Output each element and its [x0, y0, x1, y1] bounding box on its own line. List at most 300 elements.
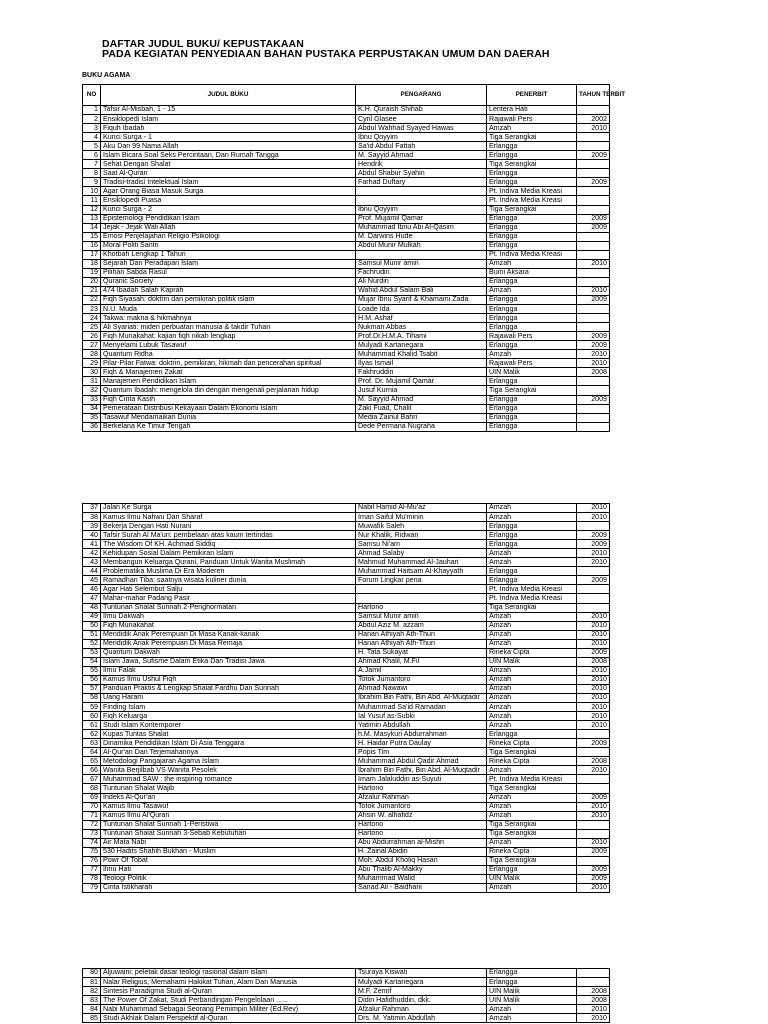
column-header-pengarang: PENGARANG — [356, 85, 487, 106]
publication-year: 2010 — [577, 802, 610, 811]
publisher: Rajawali Pers — [487, 332, 577, 341]
author: Abu Abdurrahman al-Mishri — [356, 838, 487, 847]
author: Samsu Ni'am — [356, 540, 487, 549]
row-number: 33 — [83, 395, 101, 404]
publisher: Erlangga — [487, 314, 577, 323]
author: A.Jamil — [356, 666, 487, 675]
publication-year — [577, 730, 610, 739]
table-row — [83, 259, 610, 268]
author — [356, 585, 487, 594]
book-title: Menyelami Lubuk Tasawuf — [101, 341, 356, 350]
publisher: Amzah — [487, 549, 577, 558]
publication-year — [577, 106, 610, 115]
author: Drs. M. Yatimin Abdullah — [356, 1014, 487, 1023]
row-number: 62 — [83, 730, 101, 739]
publication-year: 2010 — [577, 703, 610, 712]
publisher: Amzah — [487, 630, 577, 639]
book-title: Ensiklopedi Islam — [101, 115, 356, 124]
book-title: Panduan Praktis & Lengkap Shalat Fardhu Dan Sunnah — [101, 684, 356, 693]
publication-year: 2009 — [577, 395, 610, 404]
book-table-part-2 — [82, 503, 610, 893]
table-row — [83, 684, 610, 693]
book-title: Uang Haram — [101, 693, 356, 702]
row-number: 78 — [83, 874, 101, 883]
publisher: Pt. Indiva Media Kreasi — [487, 594, 577, 603]
book-title: Fiqh Siyasah: doktrin dan pemikiran politik islam — [101, 295, 356, 304]
table-row — [83, 775, 610, 784]
book-title: Air Mata Nabi — [101, 838, 356, 847]
publisher: Amzah — [487, 693, 577, 702]
book-title: Ilmu Dakwah — [101, 612, 356, 621]
table-row — [83, 639, 610, 648]
table-row — [83, 1014, 610, 1023]
row-number: 2 — [83, 115, 101, 124]
publication-year: 2010 — [577, 513, 610, 522]
book-title: Tuntunan Shalat Sunnah 1-Peristiwa — [101, 820, 356, 829]
row-number: 65 — [83, 757, 101, 766]
publisher: Amzah — [487, 721, 577, 730]
table-row — [83, 250, 610, 259]
book-title: Tafsir Al-Misbah, 1 - 15 — [101, 106, 356, 115]
table-row — [83, 504, 610, 513]
table-row — [83, 377, 610, 386]
book-title: Pilar-Pilar Fatwa: doktrin, pemikiran, hikmah dan pencerahan spiritual — [101, 359, 356, 368]
author: Fachrudin — [356, 268, 487, 277]
publication-year — [577, 250, 610, 259]
table-row — [83, 196, 610, 205]
table-row — [83, 268, 610, 277]
book-title: Fiqh & Manajemen Zakat — [101, 368, 356, 377]
row-number: 20 — [83, 277, 101, 286]
publisher: Amzah — [487, 802, 577, 811]
publication-year: 2010 — [577, 883, 610, 892]
publication-year: 2009 — [577, 223, 610, 232]
publisher: Erlangga — [487, 969, 577, 978]
book-title: Teologi Politik — [101, 874, 356, 883]
publication-year: 2009 — [577, 332, 610, 341]
column-header-no: NO — [83, 85, 101, 106]
row-number: 73 — [83, 829, 101, 838]
author: Muwafik Saleh — [356, 522, 487, 531]
publication-year: 2009 — [577, 739, 610, 748]
publication-year: 2010 — [577, 286, 610, 295]
publisher: Amzah — [487, 1014, 577, 1023]
book-title: Fiqh Munakahat — [101, 621, 356, 630]
row-number: 85 — [83, 1014, 101, 1023]
author: Ibrahim Bin Fathi, Bin Abd. Al-Muqtadir — [356, 766, 487, 775]
author: Mulyadi Kartanegara — [356, 341, 487, 350]
publication-year: 2009 — [577, 295, 610, 304]
row-number: 39 — [83, 522, 101, 531]
row-number: 63 — [83, 739, 101, 748]
publisher: Rajawali Pers — [487, 115, 577, 124]
table-row — [83, 531, 610, 540]
publisher: Amzah — [487, 350, 577, 359]
row-number: 17 — [83, 250, 101, 259]
book-title: Saat Al-Quran — [101, 169, 356, 178]
publisher: Amzah — [487, 766, 577, 775]
table-row — [83, 883, 610, 892]
author: Muhammad Abdul Qadir Ahmad — [356, 757, 487, 766]
book-title: Kunci Surga - 1 — [101, 133, 356, 142]
author: Afzalur Rahman — [356, 1005, 487, 1014]
book-title: Quantum Dakwah — [101, 648, 356, 657]
column-header-penerbit: PENERBIT — [487, 85, 577, 106]
publisher: Amzah — [487, 675, 577, 684]
publisher: Tiga Serangkai — [487, 205, 577, 214]
row-number: 61 — [83, 721, 101, 730]
book-title: Manajemen Pendidikan Islam — [101, 377, 356, 386]
publication-year: 2010 — [577, 666, 610, 675]
author: Hanan Athiyah Ath-Thuri — [356, 639, 487, 648]
author: Nur Khalik, Ridwan — [356, 531, 487, 540]
book-title: Aljuwaini: peletak dasar teologi rasional dalam islam — [101, 969, 356, 978]
book-title: Epistemologi Pendidikan Islam — [101, 214, 356, 223]
publisher: UIN Malik — [487, 996, 577, 1005]
row-number: 27 — [83, 341, 101, 350]
row-number: 57 — [83, 684, 101, 693]
publication-year: 2009 — [577, 151, 610, 160]
author: Prof.Dr.H.M.A. Tihami — [356, 332, 487, 341]
table-row — [83, 594, 610, 603]
row-number: 53 — [83, 648, 101, 657]
row-number: 34 — [83, 404, 101, 413]
row-number: 69 — [83, 793, 101, 802]
book-title: Kamus Ilmu Al'Quran — [101, 811, 356, 820]
publication-year: 2009 — [577, 531, 610, 540]
table-row — [83, 811, 610, 820]
author: Abdul Shabur Syahin — [356, 169, 487, 178]
publication-year — [577, 241, 610, 250]
publication-year — [577, 422, 610, 431]
table-row — [83, 295, 610, 304]
table-row — [83, 1005, 610, 1014]
table-row — [83, 422, 610, 431]
publisher: Erlangga — [487, 223, 577, 232]
publication-year: 2010 — [577, 712, 610, 721]
row-number: 29 — [83, 359, 101, 368]
book-title: The Wisdom Of KH. Achmad Siddiq — [101, 540, 356, 549]
row-number: 12 — [83, 205, 101, 214]
row-number: 14 — [83, 223, 101, 232]
author: Zaki Fuad, Chalil — [356, 404, 487, 413]
publication-year — [577, 377, 610, 386]
author: Nabil Hamid Al-Mu'az — [356, 504, 487, 513]
book-title: Kamus Ilmu Tasawuf — [101, 802, 356, 811]
row-number: 9 — [83, 178, 101, 187]
publication-year: 2010 — [577, 124, 610, 133]
publication-year: 2009 — [577, 847, 610, 856]
column-header-tahun: TAHUN TERBIT — [577, 85, 610, 106]
author: M. Sayyid Ahmad — [356, 395, 487, 404]
author — [356, 196, 487, 205]
publication-year: 2008 — [577, 987, 610, 996]
publication-year: 2010 — [577, 838, 610, 847]
publication-year — [577, 969, 610, 978]
table-row — [83, 969, 610, 978]
author: Ibnu Qoyyim — [356, 133, 487, 142]
table-row — [83, 522, 610, 531]
book-title: Ali Syariati: mideri perbuatan manusia & takdir Tuhan — [101, 323, 356, 332]
table-row — [83, 675, 610, 684]
publication-year: 2009 — [577, 178, 610, 187]
table-row — [83, 151, 610, 160]
book-title: 530 Hadits Shahih Bukhari - Muslim — [101, 847, 356, 856]
author: Hartono — [356, 829, 487, 838]
row-number: 15 — [83, 232, 101, 241]
publisher: Amzah — [487, 259, 577, 268]
book-title: Tuntunan Shalat Sunnah 3-Sebab Kebutuhan — [101, 829, 356, 838]
book-title: Agar Orang Biasa Masuk Surga — [101, 187, 356, 196]
publication-year: 2010 — [577, 259, 610, 268]
publisher: Bumi Aksara — [487, 268, 577, 277]
publisher: Amzah — [487, 684, 577, 693]
author: Ial Yusuf as-Subki — [356, 712, 487, 721]
book-title: Jalan Ke Surga — [101, 504, 356, 513]
publisher: Erlangga — [487, 305, 577, 314]
publisher: Amzah — [487, 639, 577, 648]
author: H. Zainal Abidin — [356, 847, 487, 856]
book-title: Indeks Al-Qur'an — [101, 793, 356, 802]
row-number: 68 — [83, 784, 101, 793]
publisher: Pt. Indiva Media Kreasi — [487, 585, 577, 594]
row-number: 74 — [83, 838, 101, 847]
author: Moh. Abdul Kholiq Hasan — [356, 856, 487, 865]
author: Tsuraya Kiswati — [356, 969, 487, 978]
book-title: Mendidik Anak Perempuan Di Masa Kanak-kanak — [101, 630, 356, 639]
page-title: DAFTAR JUDUL BUKU/ KEPUSTAKAAN — [102, 38, 304, 50]
table-row — [83, 133, 610, 142]
publication-year: 2009 — [577, 576, 610, 585]
book-title: Sejarah Dan Peradapan Islam — [101, 259, 356, 268]
publication-year — [577, 594, 610, 603]
row-number: 72 — [83, 820, 101, 829]
publisher: Tiga Serangkai — [487, 784, 577, 793]
row-number: 56 — [83, 675, 101, 684]
publisher: Tiga Serangkai — [487, 748, 577, 757]
row-number: 37 — [83, 504, 101, 513]
author: Abdul Munir Mulkah — [356, 241, 487, 250]
book-title: Metodologi Pangajaran Agama Islam — [101, 757, 356, 766]
table-row — [83, 748, 610, 757]
row-number: 79 — [83, 883, 101, 892]
author: Ahmad Salaby — [356, 549, 487, 558]
row-number: 10 — [83, 187, 101, 196]
table-row — [83, 766, 610, 775]
author: Mahmud Muhammad Al-Jauhari — [356, 558, 487, 567]
publisher: Erlangga — [487, 232, 577, 241]
publication-year — [577, 196, 610, 205]
publication-year — [577, 268, 610, 277]
book-title: Islam Bicara Soal Seks Percintaan, Dan Rumah Tangga — [101, 151, 356, 160]
publisher: Amzah — [487, 838, 577, 847]
book-title: Studi Akhlak Dalam Perspektif al-Quran — [101, 1014, 356, 1023]
author: Didin Hafidhuddin, dkk. — [356, 996, 487, 1005]
publisher: Erlangga — [487, 377, 577, 386]
publisher: Erlangga — [487, 576, 577, 585]
row-number: 7 — [83, 160, 101, 169]
table-header-row — [83, 85, 610, 106]
author: H. Tata Sukayat — [356, 648, 487, 657]
book-title: Tafsir Surah Al Ma'un: pembelaan atas kaum tertindas — [101, 531, 356, 540]
table-row — [83, 567, 610, 576]
table-row — [83, 712, 610, 721]
table-row — [83, 757, 610, 766]
table-row — [83, 793, 610, 802]
publisher: Erlangga — [487, 169, 577, 178]
publication-year: 2010 — [577, 693, 610, 702]
publisher: Erlangga — [487, 978, 577, 987]
book-title: Fiqh Keluarga — [101, 712, 356, 721]
row-number: 45 — [83, 576, 101, 585]
table-row — [83, 115, 610, 124]
table-row — [83, 142, 610, 151]
publisher: Erlangga — [487, 413, 577, 422]
publisher: Erlangga — [487, 277, 577, 286]
author: Dede Permana Nugraha — [356, 422, 487, 431]
table-row — [83, 160, 610, 169]
section-heading: BUKU AGAMA — [82, 72, 131, 79]
row-number: 70 — [83, 802, 101, 811]
author: M.F. Zenrif — [356, 987, 487, 996]
publisher: Erlangga — [487, 567, 577, 576]
book-title: Kunci Surga - 2 — [101, 205, 356, 214]
publication-year — [577, 522, 610, 531]
book-title: Islam Jawa, Sufisme Dalam Etika Dan Tradisi Jawa — [101, 657, 356, 666]
publisher: Tiga Serangkai — [487, 160, 577, 169]
publication-year — [577, 829, 610, 838]
book-title: Kamus Ilmu Ushul Fiqh — [101, 675, 356, 684]
publication-year: 2010 — [577, 1005, 610, 1014]
publication-year: 2010 — [577, 639, 610, 648]
table-row — [83, 693, 610, 702]
publisher: Amzah — [487, 124, 577, 133]
table-row — [83, 332, 610, 341]
table-row — [83, 314, 610, 323]
publication-year — [577, 567, 610, 576]
author: Hendrik — [356, 160, 487, 169]
author: Farhad Duftary — [356, 178, 487, 187]
publisher: Amzah — [487, 621, 577, 630]
table-row — [83, 359, 610, 368]
book-title: Mahar-mahar Padang Pasir — [101, 594, 356, 603]
table-row — [83, 987, 610, 996]
publication-year — [577, 160, 610, 169]
publisher: Pt. Indiva Media Kreasi — [487, 250, 577, 259]
author: Ibrahim Bin Fathi, Bin Abd. Al-Muqtadir — [356, 693, 487, 702]
author: Totok Jumantoro — [356, 675, 487, 684]
publisher: Pt. Indiva Media Kreasi — [487, 775, 577, 784]
table-row — [83, 666, 610, 675]
author: Sa'id Abdul Fattah — [356, 142, 487, 151]
row-number: 24 — [83, 314, 101, 323]
table-row — [83, 558, 610, 567]
book-title: Moral Politi Santri — [101, 241, 356, 250]
book-title: Nabi Muhammad Sebagai Seorang Pemimpin Militer (Ed.Rev) — [101, 1005, 356, 1014]
publisher: Pt. Indiva Media Kreasi — [487, 196, 577, 205]
row-number: 59 — [83, 703, 101, 712]
book-title: Sehat Dengan Shalat — [101, 160, 356, 169]
publisher: UIN Malik — [487, 657, 577, 666]
author — [356, 594, 487, 603]
publisher: Amzah — [487, 286, 577, 295]
publication-year — [577, 585, 610, 594]
publisher: Amzah — [487, 793, 577, 802]
author: Iman Saiful Mu'minin — [356, 513, 487, 522]
author: Hartono — [356, 784, 487, 793]
book-title: Mendidik Anak Perempuan Di Masa Remaja — [101, 639, 356, 648]
publisher: UIN Malik — [487, 874, 577, 883]
publisher: Rineka Cipta — [487, 847, 577, 856]
author: Muhammad Sa'id Ramadan — [356, 703, 487, 712]
row-number: 46 — [83, 585, 101, 594]
author: h.M. Masykuri Abdurrahman — [356, 730, 487, 739]
book-title: Tasawuf Mendamaikan Dunia — [101, 413, 356, 422]
table-row — [83, 540, 610, 549]
publication-year — [577, 386, 610, 395]
publication-year — [577, 820, 610, 829]
book-title: Quranic Society — [101, 277, 356, 286]
table-row — [83, 214, 610, 223]
book-title: Khotbah Lengkap 1 Tahun — [101, 250, 356, 259]
table-row — [83, 413, 610, 422]
author: Hartono — [356, 820, 487, 829]
author: Ibnu Qoyyim — [356, 205, 487, 214]
publisher: Erlangga — [487, 865, 577, 874]
publisher: UIN Malik — [487, 368, 577, 377]
publication-year — [577, 978, 610, 987]
row-number: 77 — [83, 865, 101, 874]
row-number: 47 — [83, 594, 101, 603]
table-row — [83, 223, 610, 232]
author: Muhammad Walid — [356, 874, 487, 883]
publication-year — [577, 784, 610, 793]
author: Mujar Ibnu Syarif & Khamami Zada — [356, 295, 487, 304]
author: Ahmad Khalil, M.Fil — [356, 657, 487, 666]
row-number: 80 — [83, 969, 101, 978]
publisher: Amzah — [487, 558, 577, 567]
publisher: Tiga Serangkai — [487, 386, 577, 395]
publication-year: 2010 — [577, 504, 610, 513]
publication-year: 2009 — [577, 540, 610, 549]
publisher: Erlangga — [487, 404, 577, 413]
publication-year: 2002 — [577, 115, 610, 124]
table-row — [83, 630, 610, 639]
author — [356, 250, 487, 259]
publisher: Erlangga — [487, 540, 577, 549]
publisher: Pt. Indiva Media Kreasi — [487, 187, 577, 196]
book-title: Agar Hati Selembut Salju — [101, 585, 356, 594]
publisher: Amzah — [487, 712, 577, 721]
author: Ali Nurdin — [356, 277, 487, 286]
book-title: Pemerataan Distribusi Kekayaan Dalam Ekonomi Islam — [101, 404, 356, 413]
publication-year: 2009 — [577, 214, 610, 223]
page-subtitle: PADA KEGIATAN PENYEDIAAN BAHAN PUSTAKA PERPUSTAKAN UMUM DAN DAERAH — [102, 48, 550, 60]
table-row — [83, 865, 610, 874]
book-title: Tradisi-tradisi Intelektual Islam — [101, 178, 356, 187]
publisher: Tiga Serangkai — [487, 856, 577, 865]
publisher: Erlangga — [487, 178, 577, 187]
publication-year — [577, 205, 610, 214]
table-row — [83, 106, 610, 115]
row-number: 81 — [83, 978, 101, 987]
publication-year — [577, 323, 610, 332]
publication-year: 2010 — [577, 766, 610, 775]
publisher: Erlangga — [487, 522, 577, 531]
book-title: Fiqh Munakahat: kajian fiqh nikah lengkap — [101, 332, 356, 341]
book-title: Powr Of Tobat — [101, 856, 356, 865]
table-row — [83, 241, 610, 250]
